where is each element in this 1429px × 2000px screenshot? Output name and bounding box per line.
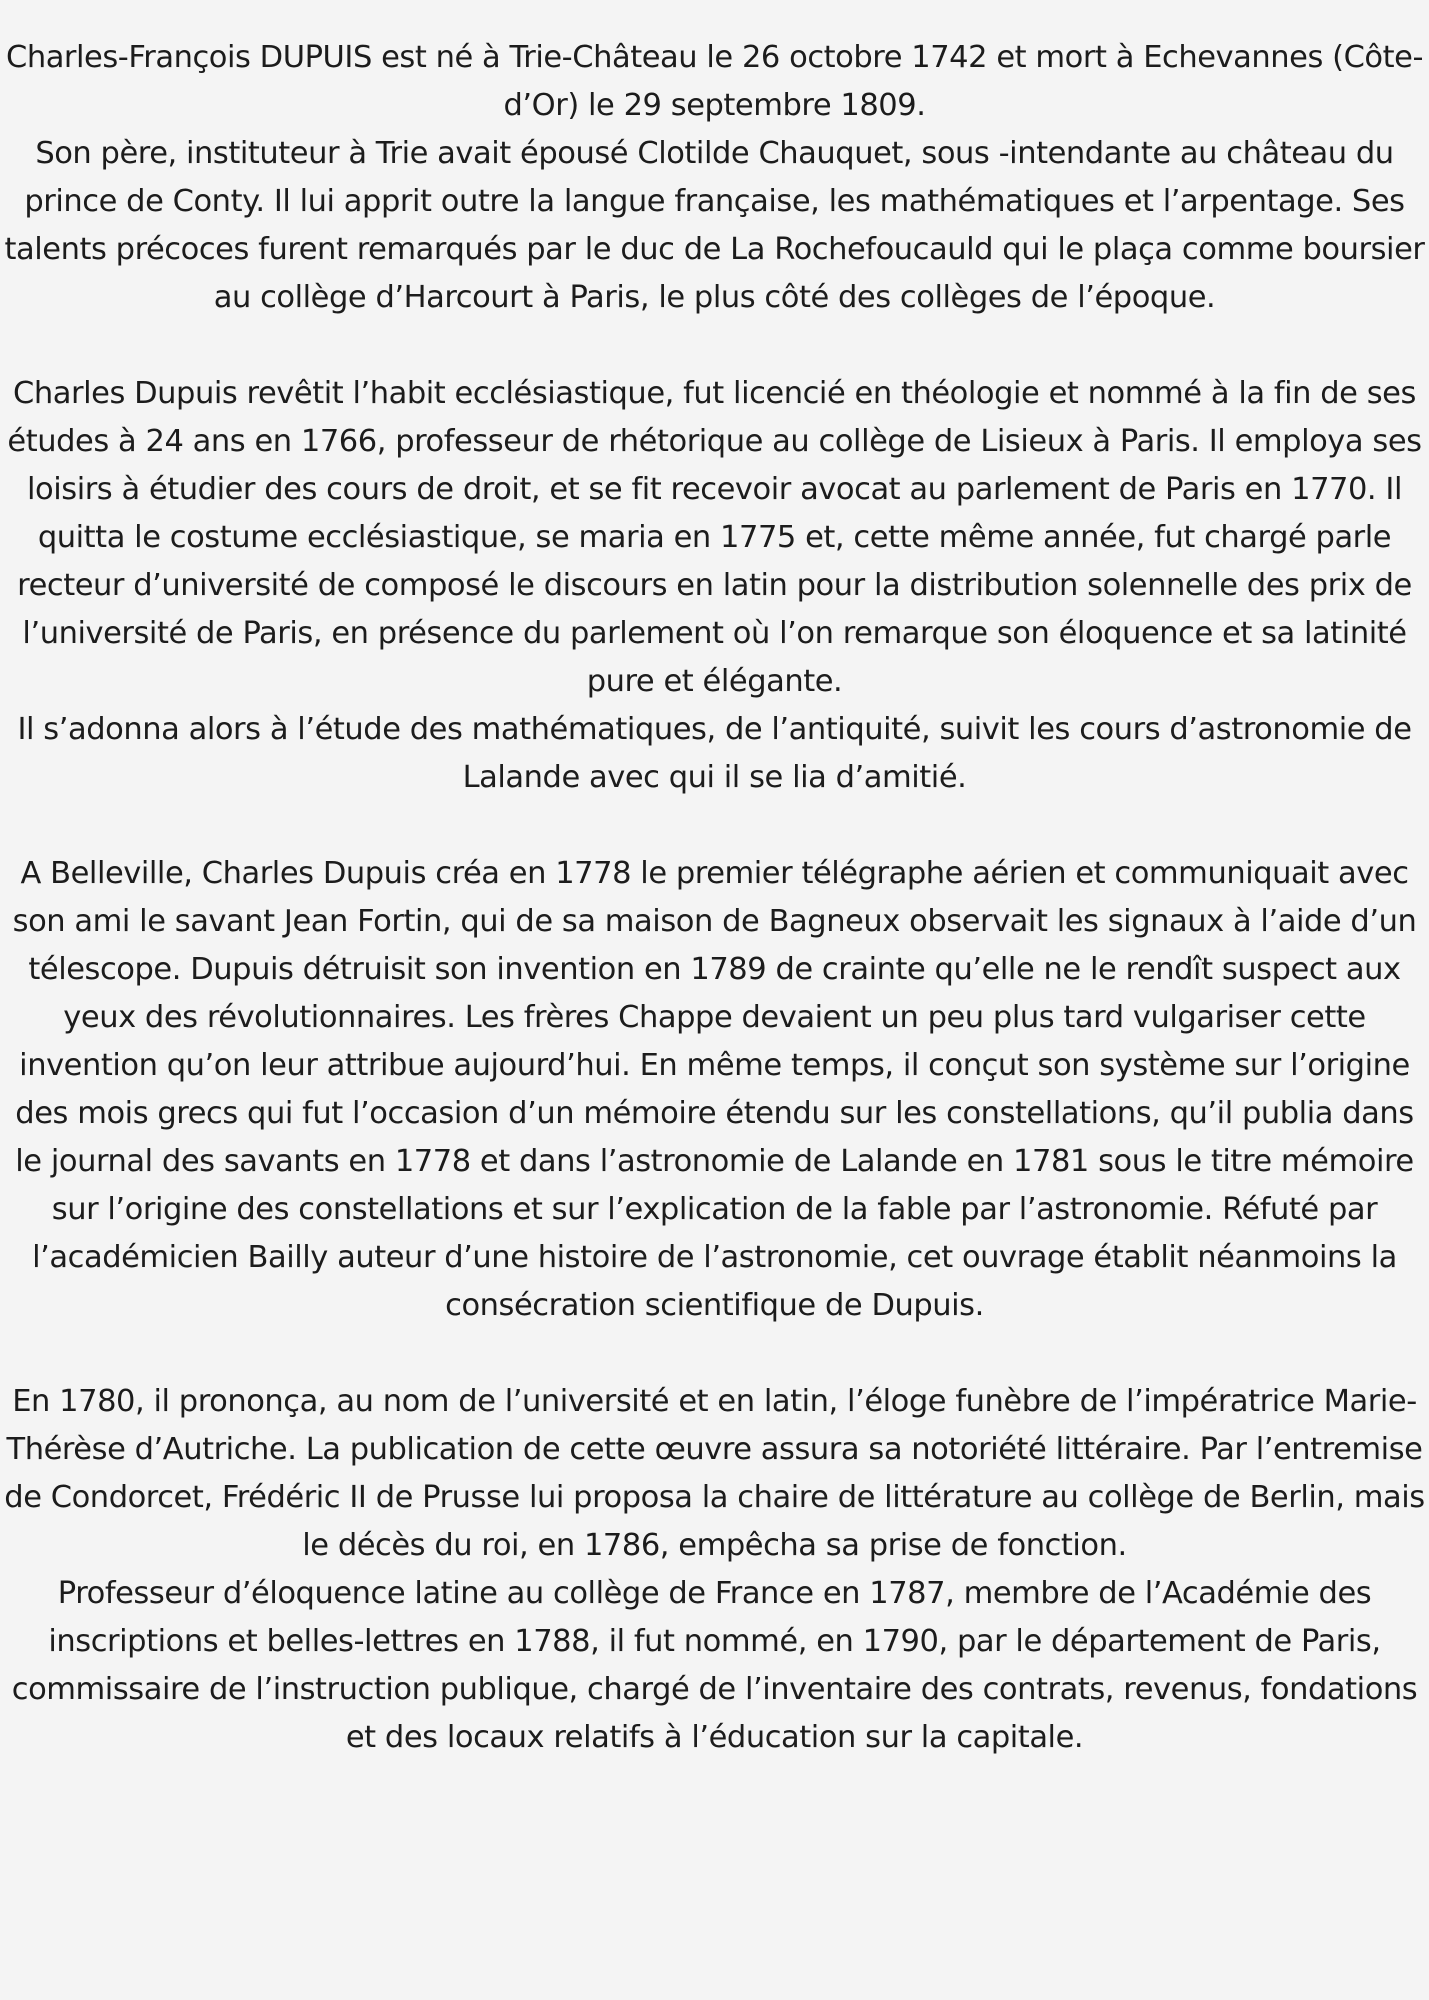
- paragraph-birth: Charles-François DUPUIS est né à Trie-Château le 26 octobre 1742 et mort à Echevannes (Côte-d’Or) le 29 septembre 1809.: [5, 40, 1424, 123]
- paragraph-astronomy-studies: Il s’adonna alors à l’étude des mathématiques, de l’antiquité, suivit les cours d’astronomie de Lalande avec qui il se lia d’amitié.: [17, 712, 1412, 795]
- document-body: [0, 34, 1429, 1762]
- paragraph-telegraph: A Belleville, Charles Dupuis créa en 1778 le premier télégraphe aérien et communiquait avec son ami le savant Jean Fortin, qui de sa maison de Bagneux observait les signaux à l’aide d’un télescope. Dupuis détruisit son invention en 1789 de crainte qu’elle ne le rendît suspect aux yeux des révolutionnaires. Les frères Chappe devaient un peu plus tard vulgariser cette invention qu’on leur attribue aujourd’hui. En même temps, il conçut son système sur l’origine des mois grecs qui fut l’occasion d’un mémoire étendu sur les constellations, qu’il publia dans le journal des savants en 1778 et dans l’astronomie de Lalande en 1781 sous le titre mémoire sur l’origine des constellations et sur l’explication de la fable par l’astronomie. Réfuté par l’académicien Bailly auteur d’une histoire de l’astronomie, cet ouvrage établit néanmoins la consécration scientifique de Dupuis.: [12, 856, 1417, 1323]
- paragraph-spacer: [2, 802, 1427, 850]
- paragraph-childhood: Son père, instituteur à Trie avait épousé Clotilde Chauquet, sous -intendante au château du prince de Conty. Il lui apprit outre la langue française, les mathématiques et l’arpentage. Ses talents précoces furent remarqués par le duc de La Rochefoucauld qui le plaça comme boursier au collège d’Harcourt à Paris, le plus côté des collèges de l’époque.: [4, 136, 1425, 315]
- paragraph-professorship: Professeur d’éloquence latine au collège de France en 1787, membre de l’Académie des inscriptions et belles-lettres en 1788, il fut nommé, en 1790, par le département de Paris, commissaire de l’instruction publique, chargé de l’inventaire des contrats, revenus, fondations et des locaux relatifs à l’éducation sur la capitale.: [11, 1576, 1418, 1755]
- paragraph-eulogy: En 1780, il prononça, au nom de l’université et en latin, l’éloge funèbre de l’impératrice Marie-Thérèse d’Autriche. La publication de cette œuvre assura sa notoriété littéraire. Par l’entremise de Condorcet, Frédéric II de Prusse lui proposa la chaire de littérature au collège de Berlin, mais le décès du roi, en 1786, empêcha sa prise de fonction.: [4, 1384, 1425, 1563]
- paragraph-spacer: [2, 1330, 1427, 1378]
- paragraph-spacer: [2, 322, 1427, 370]
- paragraph-career: Charles Dupuis revêtit l’habit ecclésiastique, fut licencié en théologie et nommé à la fin de ses études à 24 ans en 1766, professeur de rhétorique au collège de Lisieux à Paris. Il employa ses loisirs à étudier des cours de droit, et se fit recevoir avocat au parlement de Paris en 1770. Il quitta le costume ecclésiastique, se maria en 1775 et, cette même année, fut chargé parle recteur d’université de composé le discours en latin pour la distribution solennelle des prix de l’université de Paris, en présence du parlement où l’on remarque son éloquence et sa latinité pure et élégante.: [7, 376, 1422, 699]
